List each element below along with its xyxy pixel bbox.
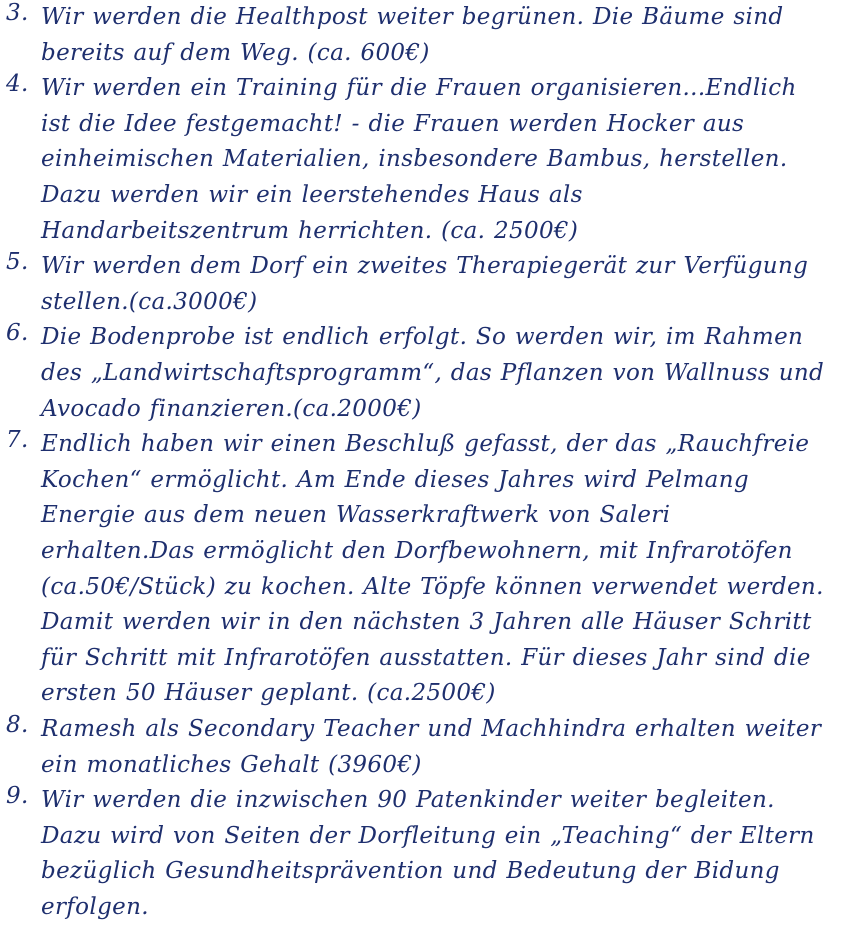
- list-item-text: [41, 712, 841, 783]
- list-item-text: [41, 71, 841, 249]
- text-line: Dazu wird von Seiten der Dorfleitung ein „Teaching“ der Eltern: [41, 822, 815, 849]
- list-number: 6.: [6, 320, 29, 347]
- text-line: erfolgen.: [41, 893, 149, 920]
- text-line: für Schritt mit Infrarotöfen ausstatten. Für dieses Jahr sind die: [41, 644, 811, 671]
- list-number: 4.: [6, 71, 29, 98]
- text-line: ein monatliches Gehalt (3960€): [41, 751, 422, 778]
- list-number: 8.: [6, 712, 29, 738]
- text-line: Ramesh als Secondary Teacher und Machhindra erhalten weiter: [41, 716, 822, 742]
- text-line: Wir werden die inzwischen 90 Patenkinder weiter begleiten.: [41, 787, 775, 814]
- text-line: Energie aus dem neuen Wasserkraftwerk von Saleri: [41, 502, 671, 529]
- text-line: Kochen“ ermöglicht. Am Ende dieses Jahres wird Pelmang: [41, 466, 749, 493]
- list-number: 7.: [6, 427, 29, 454]
- text-line: Wir werden die Healthpost weiter begrünen. Die Bäume sind: [41, 4, 784, 30]
- text-line: des „Landwirtschaftsprogramm“, das Pflanzen von Wallnuss und: [41, 359, 825, 386]
- text-line: ist die Idee festgemacht! - die Frauen werden Hocker aus: [41, 110, 745, 137]
- text-line: Wir werden dem Dorf ein zweites Therapiegerät zur Verfügung: [41, 253, 809, 280]
- list-number: 5.: [6, 249, 29, 276]
- text-line: stellen.(ca.3000€): [41, 288, 258, 315]
- text-line: Damit werden wir in den nächsten 3 Jahren alle Häuser Schritt: [41, 609, 812, 636]
- list-number: 9.: [6, 783, 29, 810]
- text-line: Avocado finanzieren.(ca.2000€): [41, 395, 422, 422]
- text-line: Endlich haben wir einen Beschluß gefasst, der das „Rauchfreie: [41, 431, 810, 458]
- text-line: erhalten.Das ermöglicht den Dorfbewohnern, mit Infrarotöfen: [41, 537, 793, 564]
- text-line: Wir werden ein Training für die Frauen organisieren...Endlich: [41, 75, 797, 102]
- text-line: einheimischen Materialien, insbesondere Bambus, herstellen.: [41, 146, 788, 173]
- list-number: 3.: [6, 0, 29, 26]
- list-item-text: [41, 427, 841, 712]
- text-line: (ca.50€/Stück) zu kochen. Alte Töpfe können verwendet werden.: [41, 573, 824, 600]
- list-item-text: [41, 783, 841, 925]
- list-item-text: [41, 320, 841, 427]
- text-line: Dazu werden wir ein leerstehendes Haus als: [41, 181, 583, 208]
- text-line: Handarbeitszentrum herrichten. (ca. 2500€): [41, 217, 579, 244]
- text-line: ersten 50 Häuser geplant. (ca.2500€): [41, 680, 496, 707]
- text-line: Die Bodenprobe ist endlich erfolgt. So werden wir, im Rahmen: [41, 324, 804, 351]
- list-item-text: [41, 0, 841, 71]
- list-item-text: [41, 249, 841, 320]
- text-line: bereits auf dem Weg. (ca. 600€): [41, 39, 430, 66]
- text-line: bezüglich Gesundheitsprävention und Bedeutung der Bidung: [41, 858, 780, 885]
